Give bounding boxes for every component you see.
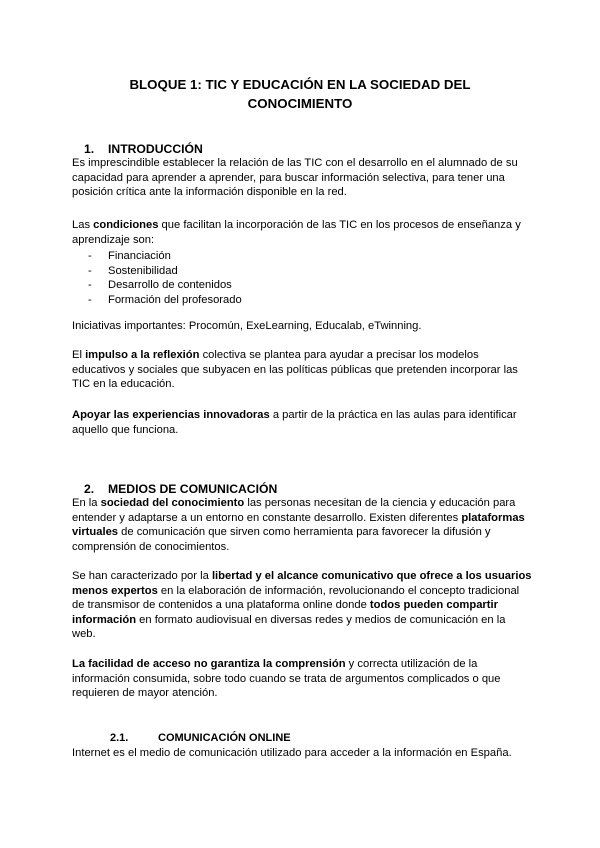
text-run: a partir de la práctica en las aulas para identificar aquello que funciona. [72, 409, 517, 436]
section-2-heading [84, 482, 277, 497]
title-line-1: BLOQUE 1: TIC Y EDUCACIÓN EN LA SOCIEDAD DEL [129, 77, 471, 92]
bold-run: sociedad del conocimiento [100, 497, 245, 509]
text-run: que facilitan la incorporación de las TIC en los procesos de enseñanza y aprendizaje son: [72, 219, 521, 246]
bold-run: Apoyar las experiencias innovadoras [72, 409, 270, 421]
list-marker: - [88, 250, 92, 262]
bold-run: libertad y el alcance comunicativo que ofrece a los usuarios menos expertos [72, 570, 532, 597]
bold-run: plataformas virtuales [72, 511, 525, 539]
text-run: colectiva se plantea para ayudar a precisar los modelos educativos y sociales que subyacen en las políticas públicas que pretenden incorporar las TIC en la educación. [72, 349, 518, 391]
intro-paragraph-2 [72, 218, 532, 247]
section-2-1-number: 2.1. [110, 732, 129, 744]
section-1-number: 1. [84, 142, 95, 156]
document-title [80, 75, 520, 113]
text-run: las personas necesitan de la ciencia y educación para entender y adaptarse a un entorno en constante desarrollo. Existen diferentes [72, 497, 516, 524]
section-2-title: MEDIOS DE COMUNICACIÓN [108, 482, 278, 496]
list-item [88, 278, 242, 293]
online-paragraph-1: Internet es el medio de comunicación utilizado para acceder a la información en España. [72, 747, 512, 759]
intro-paragraph-5 [72, 408, 532, 437]
title-line-2: CONOCIMIENTO [247, 96, 353, 111]
intro-paragraph-3: Iniciativas importantes: Procomún, ExeLearning, Educalab, eTwinning. [72, 320, 422, 332]
text-run: El [72, 349, 86, 361]
list-item [88, 293, 242, 308]
section-1-heading [84, 142, 203, 157]
media-paragraph-3 [72, 657, 532, 701]
list-marker: - [88, 293, 92, 306]
list-item-text: Formación del profesorado [108, 293, 242, 306]
list-item-text: Sostenibilidad [108, 264, 178, 277]
text-run: Las [72, 219, 94, 231]
media-paragraph-1 [72, 496, 532, 554]
section-2-number: 2. [84, 482, 95, 496]
list-item [88, 249, 242, 264]
bold-run: impulso a la reflexión [85, 349, 200, 361]
list-marker: - [88, 279, 92, 292]
list-item-text: Financiación [108, 250, 171, 262]
list-item [88, 264, 242, 279]
bold-run: condiciones [93, 219, 159, 231]
text-run: de comunicación que sirven como herramienta para favorecer la difusión y comprensión de conocimientos. [72, 526, 491, 553]
text-run: En la [72, 497, 101, 509]
text-run: Se han caracterizado por la [72, 570, 212, 582]
intro-paragraph-1: Es imprescindible establecer la relación de las TIC con el desarrollo en el alumnado de su capacidad para aprender a aprender, para buscar información selectiva, para tener una posición crítica ante la información disponible en la red. [72, 157, 518, 199]
section-1-title: INTRODUCCIÓN [108, 142, 203, 156]
section-2-1-heading [110, 731, 291, 745]
text-run: en la elaboración de información, revolucionando el concepto tradicional de transmisor de contenidos a una plataforma online donde [72, 584, 520, 612]
text-run: y correcta utilización de la información consumida, sobre todo cuando se trata de argumentos complicados o que requieren de mayor atención. [72, 658, 501, 700]
conditions-list [88, 249, 242, 307]
list-item-text: Desarrollo de contenidos [108, 279, 232, 292]
section-2-1-title: COMUNICACIÓN ONLINE [158, 732, 291, 744]
text-run: en formato audiovisual en diversas redes y medios de comunicación en la web. [72, 613, 506, 641]
bold-run: todos pueden compartir información [72, 599, 498, 626]
bold-run: La facilidad de acceso no garantiza la comprensión [72, 658, 346, 670]
intro-paragraph-4 [72, 348, 532, 392]
media-paragraph-2 [72, 569, 532, 642]
list-marker: - [88, 264, 92, 277]
